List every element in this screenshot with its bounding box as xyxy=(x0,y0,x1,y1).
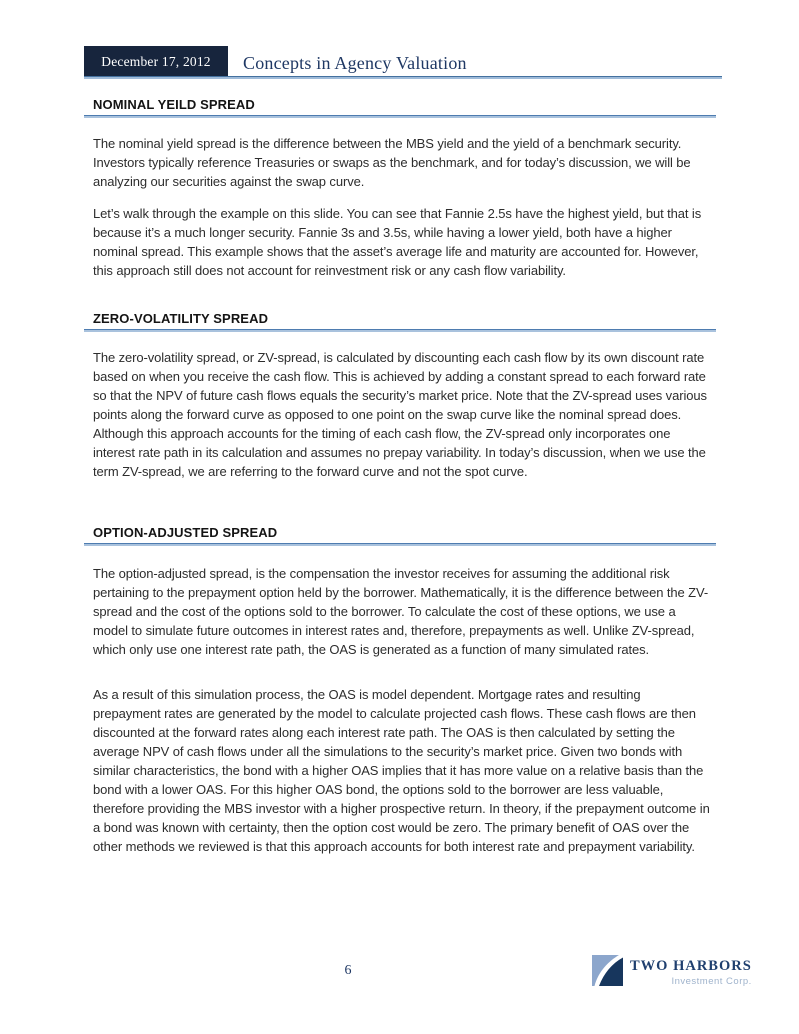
paragraph-oas-2: As a result of this simulation process, the OAS is model dependent. Mortgage rates and resulting prepayment rates are generated by the model to calculate projected cash flows. These cash flows are then discounted at the forward rates along each interest rate path. The OAS is then calculated by setting the average NPV of cash flows under all the simulations to the security’s market price. Given two bonds with similar characteristics, the bond with a higher OAS implies that it has more value on a relative basis than the bond with a lower OAS. For this higher OAS bond, the options sold to the borrower are less valuable, therefore providing the MBS investor with a higher prospective return. In theory, if the prepayment outcome in a bond was known with certainty, then the option cost would be zero. The primary benefit of OAS over the other methods we reviewed is that this approach accounts for both interest rate and prepayment variability. xyxy=(93,687,710,854)
header-rule xyxy=(84,76,722,79)
header-date: December 17, 2012 xyxy=(101,53,211,69)
logo-company-name: TWO HARBORS xyxy=(630,958,752,974)
section-rule xyxy=(84,543,716,546)
section-rule xyxy=(84,329,716,332)
paragraph-nominal-2: Let’s walk through the example on this slide. You can see that Fannie 2.5s have the highest yield, but that is because it’s a much longer security. Fannie 3s and 3.5s, while having a lower yield, both have a higher nominal spread. This example shows that the asset’s average life and maturity are accounted for. However, this approach still does not account for reinvestment risk or any cash flow variability. xyxy=(93,206,702,278)
page-title: Concepts in Agency Valuation xyxy=(243,53,467,73)
section-rule xyxy=(84,115,716,118)
section-heading-zero-volatility-spread: ZERO-VOLATILITY SPREAD xyxy=(93,311,269,326)
two-harbors-logo-icon xyxy=(592,955,623,986)
paragraph-zv-spread: The zero-volatility spread, or ZV-spread, is calculated by discounting each cash flow by its own discount rate based on when you receive the cash flow. This is achieved by adding a constant spread to each forward rate so that the NPV of future cash flows equals the security’s market price. Note that the ZV-spread uses various points along the forward curve as opposed to one point on the swap curve like the nominal spread does. Although this approach accounts for the timing of each cash flow, the ZV-spread only incorporates one interest rate path in its calculation and assumes no prepay variability. In today’s discussion, when we use the term ZV-spread, we are referring to the forward curve and not the spot curve. xyxy=(93,350,707,479)
page-number: 6 xyxy=(344,963,352,978)
paragraph-nominal-1: The nominal yield spread is the difference between the MBS yield and the yield of a benchmark security. Investors typically reference Treasuries or swaps as the benchmark, and for today’s discussion, we will be analyzing our securities against the swap curve. xyxy=(93,136,691,189)
logo-text-block xyxy=(630,955,752,987)
logo-company-subtitle: Investment Corp. xyxy=(671,976,752,987)
section-heading-nominal-yield-spread: NOMINAL YEILD SPREAD xyxy=(93,97,255,112)
header-date-badge xyxy=(84,46,228,77)
two-harbors-logo xyxy=(592,955,752,987)
section-heading-option-adjusted-spread: OPTION-ADJUSTED SPREAD xyxy=(93,525,278,540)
paragraph-oas-1: The option-adjusted spread, is the compensation the investor receives for assuming the additional risk pertaining to the prepayment option held by the borrower. Mathematically, it is the difference between the ZV-spread and the cost of the options sold to the borrower. To calculate the cost of these options, we use a model to simulate future outcomes in interest rates and, therefore, prepayments as well. Unlike ZV-spread, which only use one interest rate path, the OAS is generated as a function of many simulated rates. xyxy=(93,566,709,657)
